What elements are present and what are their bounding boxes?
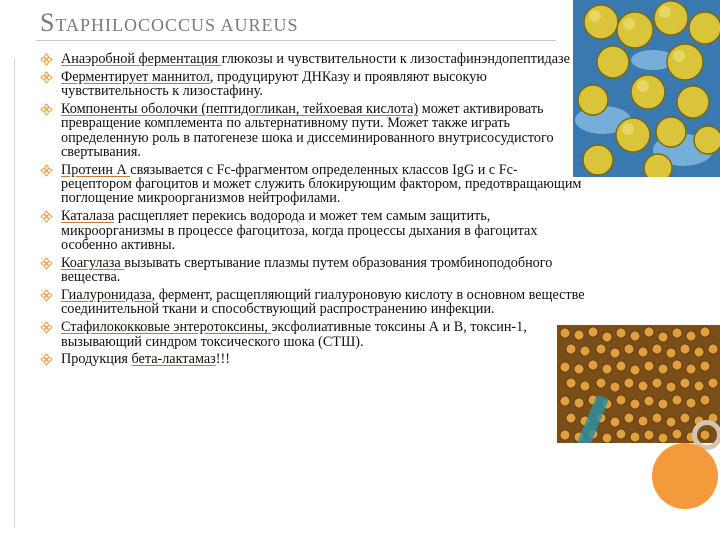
left-rule <box>14 58 15 528</box>
bullet-term: Коагулаза <box>61 254 125 271</box>
bullet-text: связывается с Fc-фрагментом определенных классов IgG и с Fc-рецептором фагоцитов и может служить блокирующим фактором, предотвращающим поглощение микроорганизмов нейтрофилами. <box>61 161 582 207</box>
bullet-term: Протеин А <box>61 161 131 178</box>
bullet-icon <box>40 257 53 270</box>
bullet-icon <box>40 71 53 84</box>
bullet-text: , фермент, расщепляющий гиалуроновую кислоту в основном веществе соединительной ткани и способствующий распространению инфекции. <box>61 287 585 318</box>
bullet-text: может активировать превращение комплемента по альтернативному пути. Может также играть определенную роль в патогенезе шока и диссеминированного внутрисосудистого свертывания. <box>61 101 554 160</box>
decor-orange-circle <box>652 443 718 509</box>
bullet-text: глюкозы и чувствительности к лизостафинэндопептидазе <box>221 51 570 67</box>
bullet-icon <box>40 289 53 302</box>
bullet-text: расщепляет перекись водорода и может тем самым защитить, микроорганизмы в процессе фагоцитоза, когда процессы дыхания в фагоцитах особенно активны. <box>61 208 538 253</box>
bullet-icon <box>40 103 53 116</box>
bullet-list <box>40 52 588 370</box>
bullet-icon <box>40 210 53 223</box>
title-rest: TAPHILOCOCCUS AUREUS <box>55 15 299 35</box>
bullet-term: Стафилококковые энтеротоксины, <box>61 319 272 336</box>
list-item <box>40 352 588 366</box>
bullet-text: , продуцируют ДНКазу и проявляют высокую чувствительность к лизостафину. <box>61 68 487 100</box>
bullet-term: Компоненты оболочки (пептидогликан, тейхоевая кислота) <box>61 101 419 118</box>
list-item <box>40 288 588 317</box>
bullet-term: Анаэробной ферментация <box>61 51 222 67</box>
bullet-icon <box>40 321 53 334</box>
bullet-icon <box>40 53 53 66</box>
bullet-icon <box>40 164 53 177</box>
bullet-term: бета-лактамаз <box>131 351 216 368</box>
list-item <box>40 102 588 159</box>
bullet-prefix: Продукция <box>61 351 132 368</box>
bacteria-microscopy-image-top <box>573 0 720 177</box>
bullet-text: !!! <box>215 351 230 368</box>
list-item <box>40 256 588 285</box>
list-item <box>40 70 588 99</box>
title-underline <box>36 40 556 41</box>
slide-title <box>40 8 299 38</box>
list-item <box>40 209 588 252</box>
bullet-text: вызывать свертывание плазмы путем образования тромбиноподобного вещества. <box>61 254 553 286</box>
bullet-term: Ферментирует маннитол <box>61 68 210 85</box>
list-item <box>40 52 588 66</box>
bullet-text: эксфолиативные токсины А и В, токсин-1, вызывающий синдром токсического шока (СТШ). <box>61 319 527 350</box>
title-initial: S <box>40 8 56 37</box>
bullet-term: Каталаза <box>61 208 115 225</box>
bullet-term: Гиалуронидаза <box>61 287 152 304</box>
list-item <box>40 163 588 206</box>
list-item <box>40 320 588 349</box>
bullet-icon <box>40 353 53 366</box>
